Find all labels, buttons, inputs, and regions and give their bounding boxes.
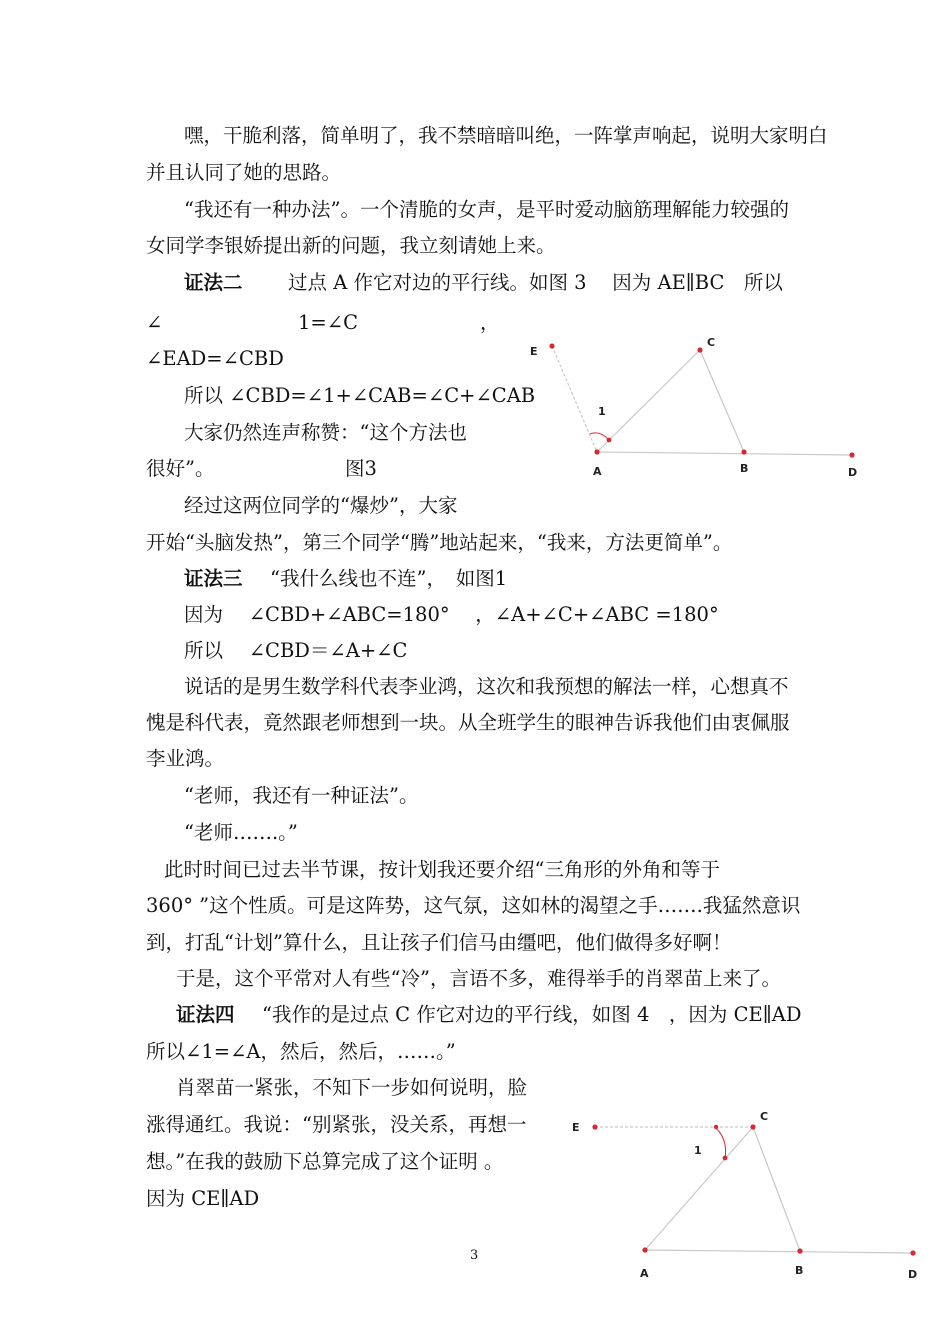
label-e: E bbox=[572, 1121, 580, 1134]
paragraph-line: 所以 ∠CBD＝∠A+∠C bbox=[184, 639, 408, 662]
paragraph-line: ， bbox=[480, 311, 500, 334]
paragraph-line: 360° ”这个性质。可是这阵势，这气氛，这如林的渴望之手…….我猛然意识 bbox=[146, 894, 801, 917]
label-d: D bbox=[848, 466, 858, 479]
paragraph-line: 很好”。 bbox=[146, 457, 215, 480]
angle-mark-point bbox=[607, 438, 612, 443]
paragraph-line: 因为 CE∥AD bbox=[146, 1187, 260, 1210]
paragraph-line: 于是，这个平常对人有些“冷”，言语不多，难得举手的肖翠苗上来了。 bbox=[176, 967, 781, 990]
angle-mark-point-top bbox=[714, 1125, 718, 1129]
angle-arc bbox=[590, 433, 609, 440]
paragraph-line: 此时时间已过去半节课，按计划我还要介绍“三角形的外角和等于 bbox=[164, 858, 720, 881]
label-c: C bbox=[760, 1110, 769, 1123]
paragraph-line: 1=∠C bbox=[298, 311, 359, 334]
paragraph-line: 所以 ∠CBD=∠1+∠CAB=∠C+∠CAB bbox=[184, 384, 536, 407]
paragraph-line: 经过这两位同学的“爆炒”，大家 bbox=[184, 494, 458, 517]
segment-ea bbox=[552, 346, 597, 452]
paragraph-line: “我什么线也不连”， 如图1 bbox=[270, 567, 508, 590]
paragraph-line: ∠EAD=∠CBD bbox=[146, 347, 284, 370]
proof-heading: 证法四 bbox=[176, 1003, 235, 1026]
label-d: D bbox=[908, 1268, 918, 1281]
point-e bbox=[592, 1124, 597, 1129]
paragraph-line: 肖翠苗一紧张，不知下一步如何说明，脸 bbox=[176, 1076, 528, 1099]
point-b bbox=[741, 449, 746, 454]
paragraph-line: 大家仍然连声称赞：“这个方法也 bbox=[184, 421, 467, 444]
segment-ac bbox=[597, 350, 700, 452]
paragraph-line: ∠ bbox=[146, 311, 163, 334]
proof-heading: 证法二 bbox=[184, 271, 243, 294]
label-1: 1 bbox=[598, 405, 606, 418]
page-number: 3 bbox=[470, 1248, 479, 1263]
paragraph-line: 说话的是男生数学科代表李业鸿，这次和我预想的解法一样，心想真不 bbox=[184, 675, 789, 698]
paragraph-line: 女同学李银娇提出新的问题，我立刻请她上来。 bbox=[146, 234, 556, 257]
point-a bbox=[594, 449, 599, 454]
label-1: 1 bbox=[694, 1144, 702, 1157]
paragraph-line: 愧是科代表，竟然跟老师想到一块。从全班学生的眼神告诉我他们由衷佩服 bbox=[146, 711, 790, 734]
point-b bbox=[797, 1248, 802, 1253]
angle-mark-point bbox=[723, 1156, 728, 1161]
point-c bbox=[697, 347, 702, 352]
segment-cb bbox=[753, 1127, 800, 1251]
paragraph-line: 所以∠1=∠A，然后，然后，……。” bbox=[146, 1040, 456, 1063]
paragraph-line: 想。”在我的鼓励下总算完成了这个证明 。 bbox=[146, 1150, 504, 1173]
point-d bbox=[910, 1250, 915, 1255]
paragraph-line: “老师…….。” bbox=[184, 821, 298, 844]
paragraph-line: 嘿，干脆利落，简单明了，我不禁暗暗叫绝，一阵掌声响起，说明大家明白 bbox=[184, 124, 828, 147]
figure-caption: 图3 bbox=[345, 457, 377, 480]
point-d bbox=[849, 452, 854, 457]
point-a bbox=[642, 1247, 647, 1252]
label-e: E bbox=[530, 345, 538, 358]
angle-arc bbox=[716, 1128, 726, 1158]
paragraph-line: “老师，我还有一种证法”。 bbox=[184, 784, 419, 807]
paragraph-line: 过点 A 作它对边的平行线。如图 3 因为 AE∥BC 所以 bbox=[288, 271, 783, 294]
paragraph-line: 因为 ∠CBD+∠ABC=180° ，∠A+∠C+∠ABC =180° bbox=[184, 603, 719, 626]
segment-ad bbox=[597, 452, 852, 455]
paragraph-line: 开始“头脑发热”，第三个同学“腾”地站起来，“我来，方法更简单”。 bbox=[146, 531, 733, 554]
paragraph-line: 涨得通红。我说：“别紧张，没关系，再想一 bbox=[146, 1113, 527, 1136]
label-a: A bbox=[593, 465, 602, 478]
point-c bbox=[750, 1124, 755, 1129]
label-a: A bbox=[640, 1267, 649, 1280]
segment-cb bbox=[700, 350, 744, 452]
figure-4-diagram bbox=[560, 1100, 930, 1285]
label-b: B bbox=[740, 462, 749, 475]
label-c: C bbox=[707, 336, 716, 349]
paragraph-line: “我作的是过点 C 作它对边的平行线，如图 4 ，因为 CE∥AD bbox=[262, 1003, 802, 1026]
paragraph-line: “我还有一种办法”。一个清脆的女声，是平时爱动脑筋理解能力较强的 bbox=[184, 198, 789, 221]
segment-ad bbox=[645, 1250, 913, 1253]
paragraph-line: 到，打乱“计划”算什么，且让孩子们信马由缰吧，他们做得多好啊！ bbox=[146, 931, 732, 954]
paragraph-line: 并且认同了她的思路。 bbox=[146, 161, 342, 184]
point-e bbox=[549, 343, 554, 348]
label-b: B bbox=[795, 1264, 804, 1277]
proof-heading: 证法三 bbox=[184, 567, 243, 590]
figure-3-diagram bbox=[520, 330, 870, 480]
paragraph-line: 李业鸿。 bbox=[146, 747, 225, 770]
